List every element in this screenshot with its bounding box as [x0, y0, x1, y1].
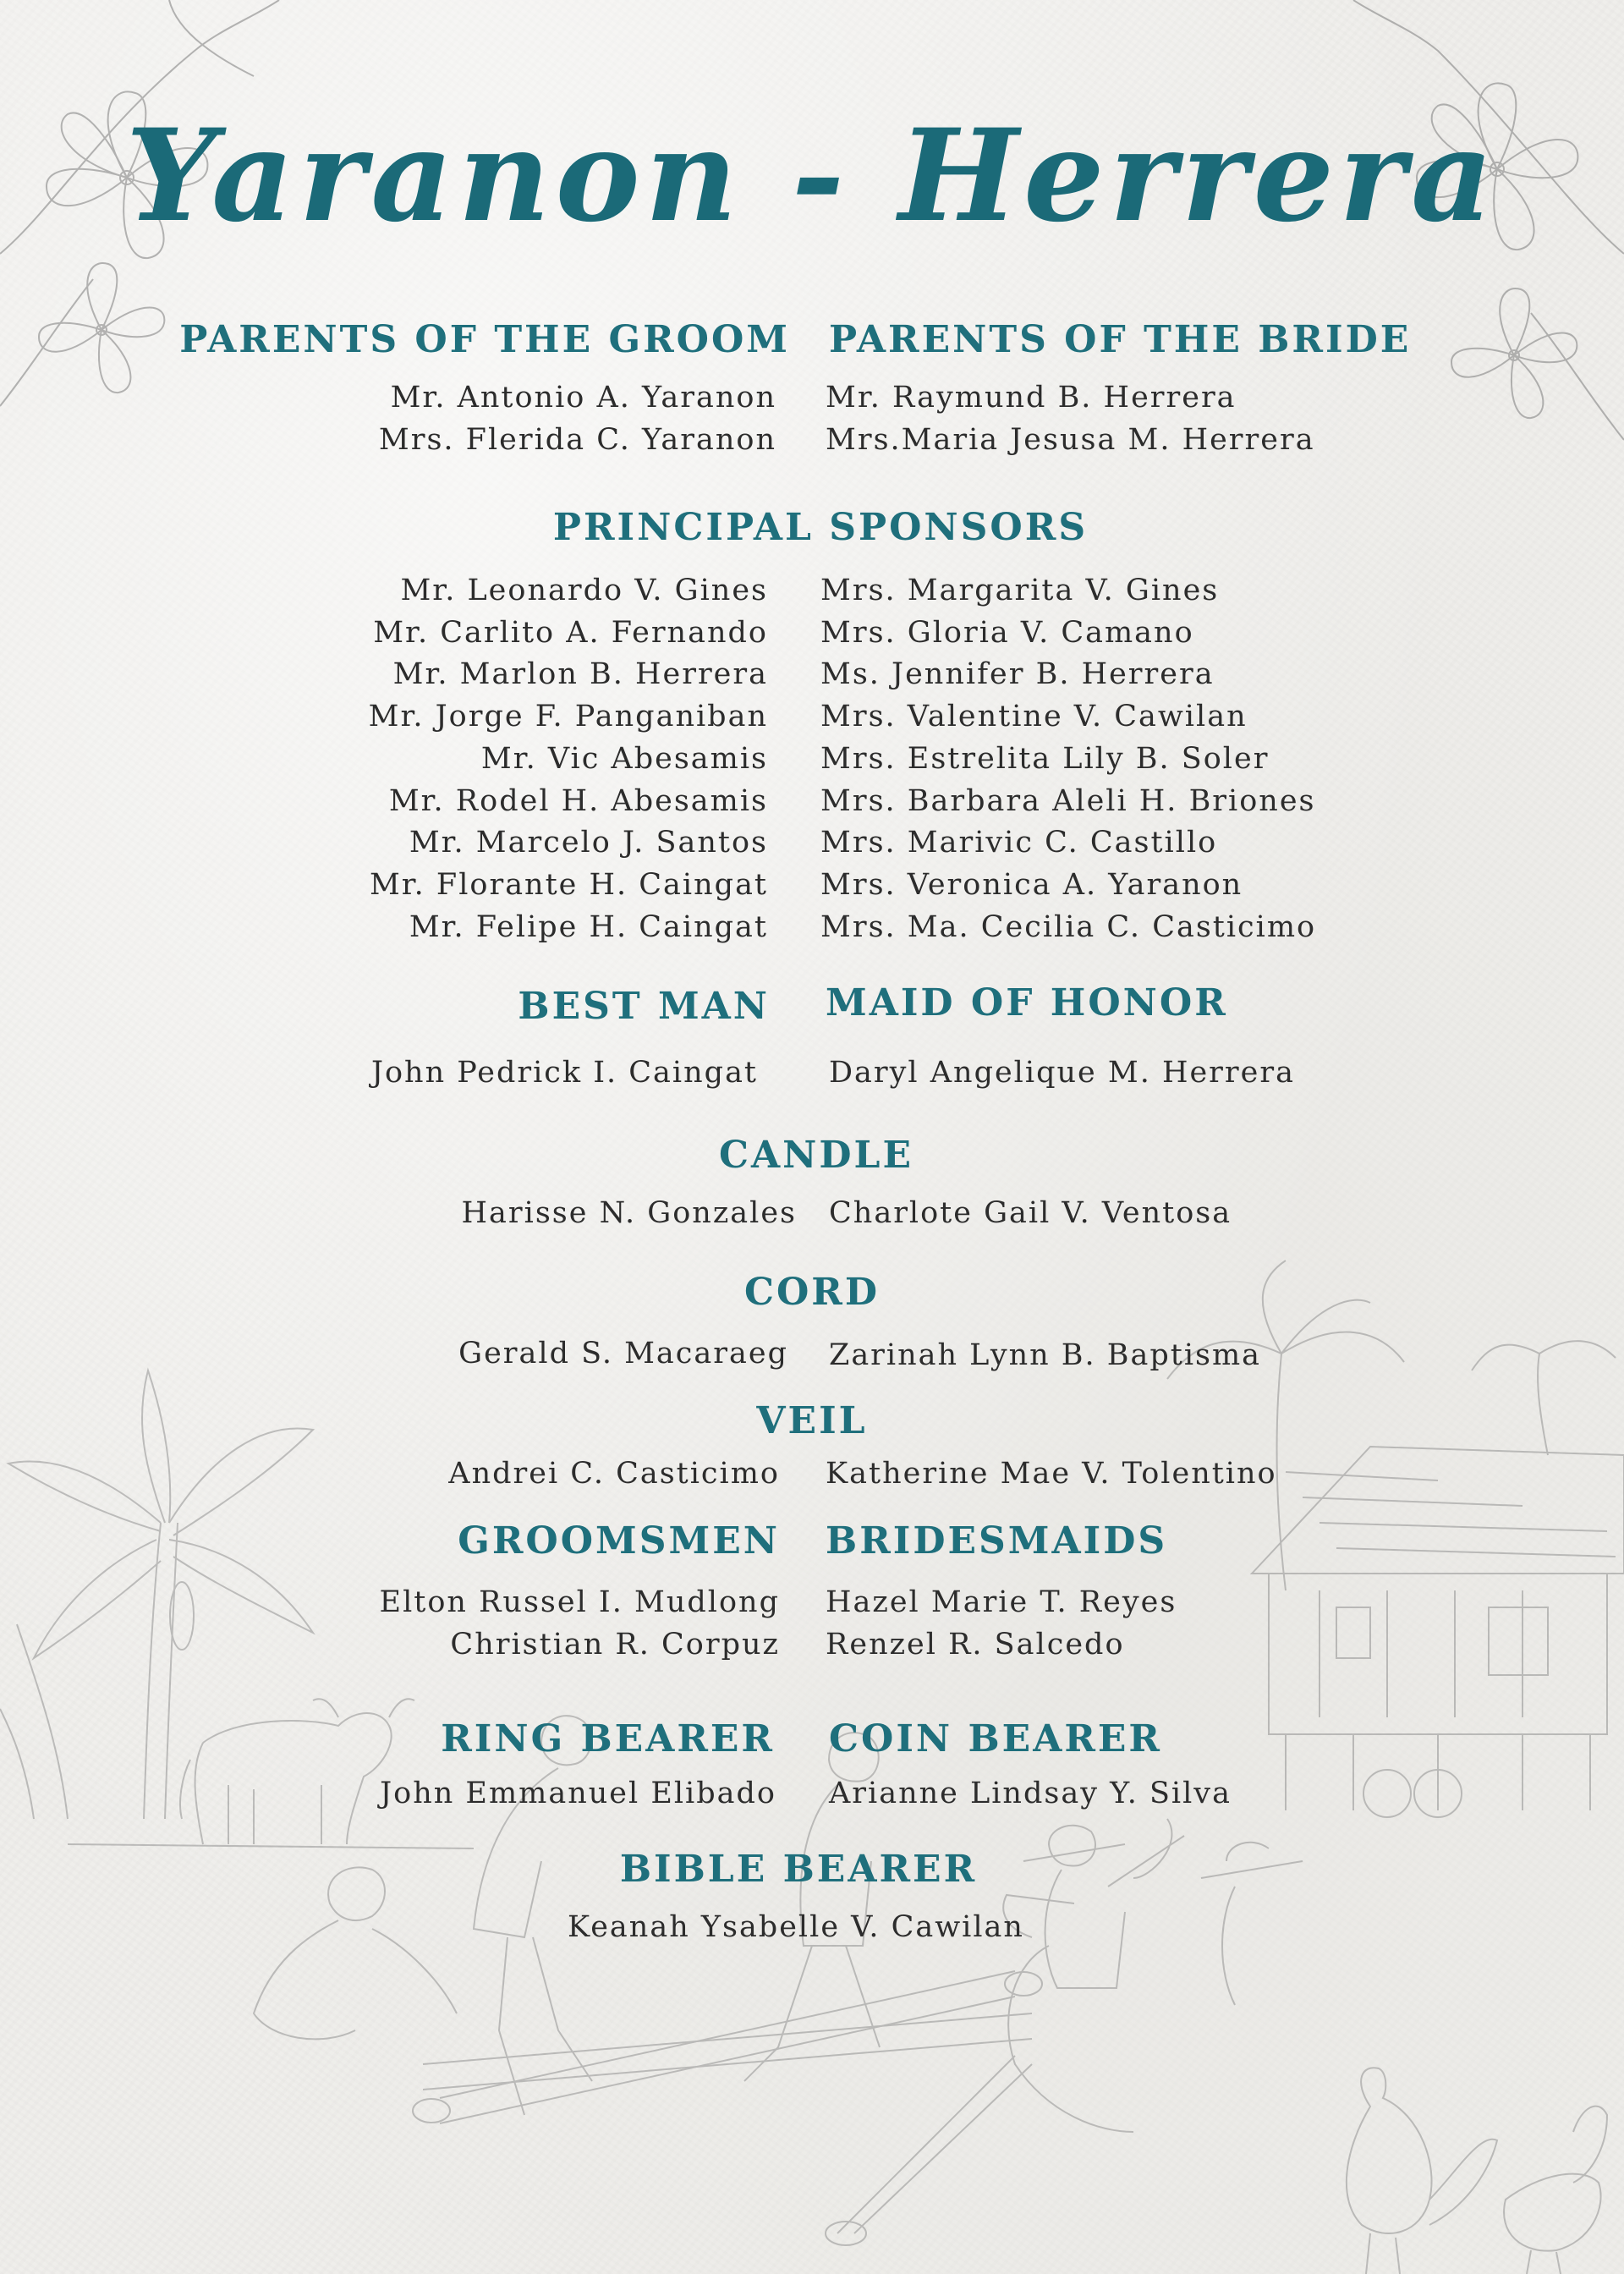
bible-bearer-name: Keanah Ysabelle V. Cawilan [568, 1910, 1024, 1944]
list-item: Mrs. Estrelita Lily B. Soler [820, 741, 1270, 776]
list-item: Mrs. Valentine V. Cawilan [820, 700, 1248, 734]
principal-sponsors-women-list [820, 570, 1316, 948]
principal-sponsors-heading: PRINCIPAL SPONSORS [552, 506, 1089, 549]
coin-bearer-name: Arianne Lindsay Y. Silva [829, 1777, 1232, 1810]
list-item: Renzel R. Salcedo [826, 1627, 1125, 1662]
list-item: Mr. Carlito A. Fernando [373, 615, 768, 650]
parents-of-the-groom-list [379, 377, 776, 461]
parents-of-the-groom-heading: PARENTS OF THE GROOM [179, 318, 790, 361]
parents-of-the-bride-list [826, 377, 1315, 461]
bridesmaids-list [826, 1582, 1177, 1666]
principal-sponsors-men-list [369, 570, 768, 948]
list-item: Mrs. Veronica A. Yaranon [820, 867, 1243, 902]
list-item: Mr. Marlon B. Herrera [392, 657, 768, 692]
best-man-heading: BEST MAN [518, 985, 770, 1028]
bridesmaids-heading: BRIDESMAIDS [826, 1519, 1168, 1563]
list-item: Mrs. Gloria V. Camano [820, 615, 1194, 650]
list-item: Mr. Vic Abesamis [480, 741, 768, 776]
veil-heading: VEIL [756, 1399, 868, 1442]
list-item: Christian R. Corpuz [450, 1627, 780, 1662]
list-item: Mr. Leonardo V. Gines [400, 574, 768, 607]
list-item: Mr. Antonio A. Yaranon [390, 381, 776, 415]
parents-of-the-bride-heading: PARENTS OF THE BRIDE [829, 318, 1412, 361]
list-item: Hazel Marie T. Reyes [826, 1585, 1177, 1619]
veil-left-name: Andrei C. Casticimo [448, 1457, 780, 1491]
list-item: Mrs. Barbara Aleli H. Briones [820, 783, 1316, 818]
list-item: Ms. Jennifer B. Herrera [820, 657, 1215, 692]
flower-icon [1451, 288, 1577, 418]
list-item: Mr. Rodel H. Abesamis [388, 783, 768, 818]
list-item: Mr. Felipe H. Caingat [409, 909, 768, 944]
candle-left-name: Harisse N. Gonzales [461, 1196, 797, 1230]
list-item: Mrs.Maria Jesusa M. Herrera [826, 422, 1315, 457]
nipa-hut-icon [1252, 1447, 1624, 1817]
list-item: Mr. Raymund B. Herrera [826, 381, 1237, 415]
groomsmen-list [380, 1582, 780, 1666]
cord-right-name: Zarinah Lynn B. Baptisma [829, 1338, 1262, 1372]
maid-of-honor-heading: MAID OF HONOR [826, 981, 1228, 1024]
list-item: Elton Russel I. Mudlong [379, 1585, 780, 1619]
candle-right-name: Charlote Gail V. Ventosa [829, 1196, 1232, 1230]
bible-bearer-heading: BIBLE BEARER [619, 1848, 978, 1891]
coin-bearer-heading: COIN BEARER [829, 1717, 1163, 1760]
maid-of-honor-name: Daryl Angelique M. Herrera [829, 1056, 1295, 1090]
list-item: Mrs. Flerida C. Yaranon [378, 422, 776, 457]
cord-heading: CORD [743, 1271, 881, 1314]
best-man-name: John Pedrick I. Caingat [370, 1056, 758, 1090]
ring-bearer-name: John Emmanuel Elibado [380, 1777, 776, 1810]
groomsmen-heading: GROOMSMEN [458, 1519, 780, 1563]
list-item: Mrs. Ma. Cecilia C. Casticimo [820, 909, 1317, 944]
cord-left-name: Gerald S. Macaraeg [458, 1337, 788, 1370]
list-item: Mrs. Marivic C. Castillo [820, 826, 1218, 860]
ring-bearer-heading: RING BEARER [441, 1717, 775, 1760]
list-item: Mr. Jorge F. Panganiban [368, 700, 768, 734]
list-item: Mr. Florante H. Caingat [369, 867, 768, 902]
list-item: Mr. Marcelo J. Santos [409, 826, 768, 860]
candle-heading: CANDLE [718, 1134, 914, 1177]
list-item: Mrs. Margarita V. Gines [820, 574, 1220, 607]
couple-title: Yaranon - Herrera [125, 102, 1499, 250]
rooster-icon [1347, 2068, 1607, 2274]
veil-right-name: Katherine Mae V. Tolentino [826, 1457, 1277, 1491]
